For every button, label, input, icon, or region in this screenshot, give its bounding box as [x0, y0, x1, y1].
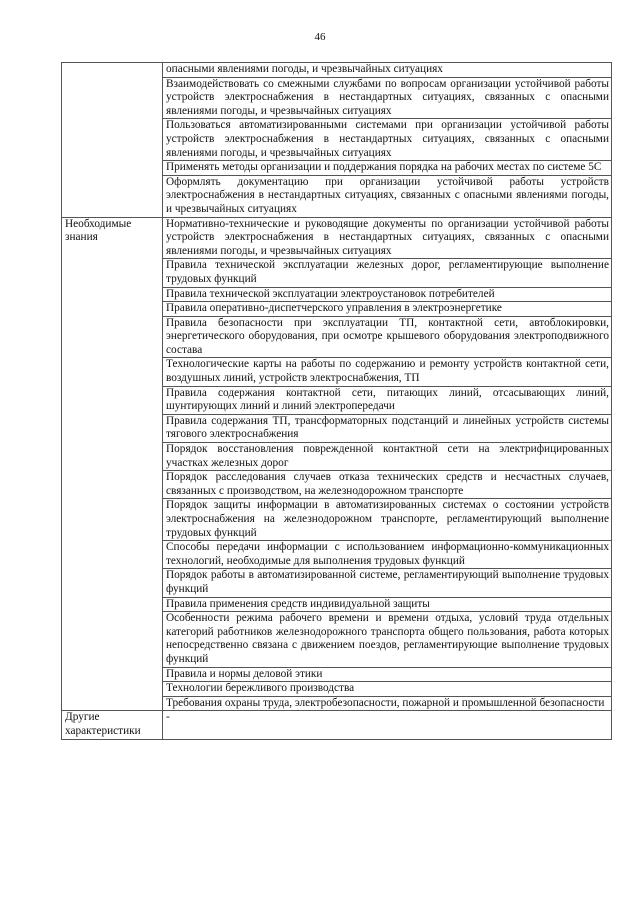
- row-text: Порядок расследования случаев отказа технических средств и несчастных случаев, связанных с производством, на железнодорожном транспорте: [163, 471, 612, 499]
- table-row: [62, 63, 612, 78]
- row-text: опасными явлениями погоды, и чрезвычайных ситуациях: [163, 63, 612, 78]
- row-text: Правила технической эксплуатации железных дорог, регламентирующие выполнение трудовых функций: [163, 259, 612, 287]
- row-text: Технологические карты на работы по содержанию и ремонту устройств контактной сети, воздушных линий, устройств электроснабжения, ТП: [163, 358, 612, 386]
- row-text: Требования охраны труда, электробезопасности, пожарной и промышленной безопасности: [163, 696, 612, 711]
- row-text: Нормативно-технические и руководящие документы по организации устойчивой работы устройств электроснабжения в нестандартных ситуациях, связанных с опасными явлениями погоды, и чрезвычайных ситуациях: [163, 217, 612, 259]
- row-label-empty: [62, 63, 163, 218]
- table-row: [62, 711, 612, 739]
- row-text: Порядок восстановления поврежденной контактной сети на электрифицированных участках железных дорог: [163, 443, 612, 471]
- row-text: -: [163, 711, 612, 739]
- row-text: Правила оперативно-диспетчерского управления в электроэнергетике: [163, 302, 612, 317]
- row-text: Правила технической эксплуатации электроустановок потребителей: [163, 287, 612, 302]
- row-text: Правила применения средств индивидуальной защиты: [163, 597, 612, 612]
- row-label: Другие характеристики: [62, 711, 163, 739]
- row-label: Необходимые знания: [62, 217, 163, 711]
- table-row: [62, 217, 612, 259]
- requirements-table-body: [62, 63, 612, 740]
- row-text: Правила содержания контактной сети, питающих линий, отсасывающих линий, шунтирующих линий и линий электропередачи: [163, 386, 612, 414]
- requirements-table: [61, 62, 612, 740]
- row-text: Взаимодействовать со смежными службами по вопросам организации устойчивой работы устройств электроснабжения в нестандартных ситуациях, связанных с опасными явлениями погоды, и чрезвычайных ситуациях: [163, 77, 612, 119]
- page-number: 46: [314, 31, 326, 43]
- row-text: Правила и нормы деловой этики: [163, 667, 612, 682]
- row-text: Пользоваться автоматизированными системами при организации устойчивой работы устройств электроснабжения в нестандартных ситуациях, связанных с опасными явлениями погоды, и чрезвычайных ситуациях: [163, 119, 612, 161]
- row-text: Способы передачи информации с использованием информационно-коммуникационных технологий, необходимые для выполнения трудовых функций: [163, 541, 612, 569]
- row-text: Порядок защиты информации в автоматизированных системах о состоянии устройств электроснабжения на железнодорожном транспорте, регламентирующий выполнение трудовых функций: [163, 499, 612, 541]
- row-text: Применять методы организации и поддержания порядка на рабочих местах по системе 5С: [163, 161, 612, 176]
- row-text: Правила содержания ТП, трансформаторных подстанций и линейных устройств системы тягового электроснабжения: [163, 414, 612, 442]
- row-text: Порядок работы в автоматизированной системе, регламентирующий выполнение трудовых функций: [163, 569, 612, 597]
- row-text: Оформлять документацию при организации устойчивой работы устройств электроснабжения в нестандартных ситуациях, связанных с опасными явлениями погоды, и чрезвычайных ситуациях: [163, 175, 612, 217]
- row-text: Особенности режима рабочего времени и времени отдыха, условий труда отдельных категорий работников железнодорожного транспорта общего пользования, работа которых непосредственно связана с движением поездов, регламентирующие выполнение трудовых функций: [163, 612, 612, 667]
- row-text: Правила безопасности при эксплуатации ТП, контактной сети, автоблокировки, энергетического оборудования, при осмотре крышевого оборудования электроподвижного состава: [163, 316, 612, 358]
- row-text: Технологии бережливого производства: [163, 682, 612, 697]
